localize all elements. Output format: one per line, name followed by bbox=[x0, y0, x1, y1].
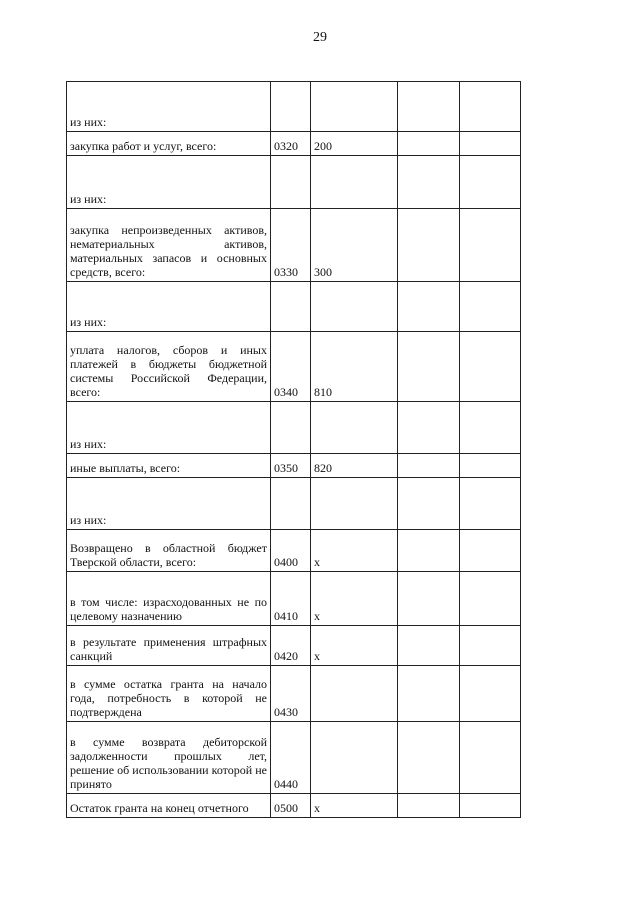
row-kvr-code: 300 bbox=[311, 209, 398, 282]
table-row bbox=[67, 209, 521, 282]
row-code: 0420 bbox=[271, 626, 311, 666]
row-label: Возвращено в областной бюджет Тверской области, всего: bbox=[67, 530, 271, 572]
row-value-2 bbox=[460, 572, 521, 626]
row-value-1 bbox=[398, 626, 460, 666]
row-code bbox=[271, 156, 311, 209]
row-code: 0330 bbox=[271, 209, 311, 282]
row-code: 0350 bbox=[271, 454, 311, 478]
row-label: из них: bbox=[67, 82, 271, 132]
row-value-2 bbox=[460, 82, 521, 132]
row-label: из них: bbox=[67, 478, 271, 530]
row-kvr-code: x bbox=[311, 572, 398, 626]
row-label: закупка непроизведенных активов, нематериальных активов, материальных запасов и основных средств, всего: bbox=[67, 209, 271, 282]
row-value-2 bbox=[460, 132, 521, 156]
row-label: Остаток гранта на конец отчетного bbox=[67, 794, 271, 818]
row-kvr-code: 820 bbox=[311, 454, 398, 478]
report-table bbox=[66, 81, 521, 818]
table-row bbox=[67, 282, 521, 332]
row-value-1 bbox=[398, 454, 460, 478]
row-value-1 bbox=[398, 572, 460, 626]
row-kvr-code: 200 bbox=[311, 132, 398, 156]
row-kvr-code: x bbox=[311, 626, 398, 666]
row-kvr-code: x bbox=[311, 530, 398, 572]
row-label: из них: bbox=[67, 156, 271, 209]
row-value-2 bbox=[460, 402, 521, 454]
row-value-1 bbox=[398, 156, 460, 209]
page-number: 29 bbox=[313, 30, 327, 45]
row-code bbox=[271, 282, 311, 332]
row-kvr-code bbox=[311, 156, 398, 209]
row-kvr-code bbox=[311, 402, 398, 454]
table-row bbox=[67, 82, 521, 132]
row-label: в том числе: израсходованных не по целевому назначению bbox=[67, 572, 271, 626]
row-label: в сумме остатка гранта на начало года, потребность в которой не подтверждена bbox=[67, 666, 271, 722]
row-code: 0410 bbox=[271, 572, 311, 626]
row-value-2 bbox=[460, 666, 521, 722]
row-code bbox=[271, 402, 311, 454]
row-value-1 bbox=[398, 82, 460, 132]
table-row bbox=[67, 722, 521, 794]
row-label: уплата налогов, сборов и иных платежей в бюджеты бюджетной системы Российской Федерации, всего: bbox=[67, 332, 271, 402]
row-kvr-code bbox=[311, 282, 398, 332]
table-row bbox=[67, 454, 521, 478]
row-value-1 bbox=[398, 209, 460, 282]
table-row bbox=[67, 478, 521, 530]
row-value-1 bbox=[398, 478, 460, 530]
row-value-2 bbox=[460, 478, 521, 530]
row-code: 0340 bbox=[271, 332, 311, 402]
table-row bbox=[67, 572, 521, 626]
table-row bbox=[67, 626, 521, 666]
row-code bbox=[271, 82, 311, 132]
row-code: 0440 bbox=[271, 722, 311, 794]
table-row bbox=[67, 530, 521, 572]
row-kvr-code: x bbox=[311, 794, 398, 818]
report-table-body bbox=[67, 82, 521, 818]
row-kvr-code bbox=[311, 478, 398, 530]
table-row bbox=[67, 794, 521, 818]
table-row bbox=[67, 402, 521, 454]
row-label: из них: bbox=[67, 402, 271, 454]
row-value-1 bbox=[398, 666, 460, 722]
row-value-2 bbox=[460, 209, 521, 282]
row-code: 0430 bbox=[271, 666, 311, 722]
row-value-1 bbox=[398, 530, 460, 572]
row-value-1 bbox=[398, 794, 460, 818]
row-label: закупка работ и услуг, всего: bbox=[67, 132, 271, 156]
row-value-2 bbox=[460, 626, 521, 666]
row-kvr-code bbox=[311, 666, 398, 722]
table-row bbox=[67, 332, 521, 402]
row-label: из них: bbox=[67, 282, 271, 332]
row-value-1 bbox=[398, 332, 460, 402]
row-value-2 bbox=[460, 282, 521, 332]
row-value-2 bbox=[460, 530, 521, 572]
row-value-2 bbox=[460, 722, 521, 794]
table-row bbox=[67, 666, 521, 722]
table-row bbox=[67, 132, 521, 156]
row-label: иные выплаты, всего: bbox=[67, 454, 271, 478]
row-value-2 bbox=[460, 454, 521, 478]
row-label: в сумме возврата дебиторской задолженности прошлых лет, решение об использовании которой не принято bbox=[67, 722, 271, 794]
row-label: в результате применения штрафных санкций bbox=[67, 626, 271, 666]
table-row bbox=[67, 156, 521, 209]
row-value-2 bbox=[460, 794, 521, 818]
row-kvr-code bbox=[311, 82, 398, 132]
row-code: 0320 bbox=[271, 132, 311, 156]
row-value-1 bbox=[398, 722, 460, 794]
row-code bbox=[271, 478, 311, 530]
row-code: 0500 bbox=[271, 794, 311, 818]
row-code: 0400 bbox=[271, 530, 311, 572]
row-value-1 bbox=[398, 402, 460, 454]
row-kvr-code: 810 bbox=[311, 332, 398, 402]
row-value-2 bbox=[460, 156, 521, 209]
row-value-1 bbox=[398, 132, 460, 156]
row-value-2 bbox=[460, 332, 521, 402]
row-kvr-code bbox=[311, 722, 398, 794]
row-value-1 bbox=[398, 282, 460, 332]
